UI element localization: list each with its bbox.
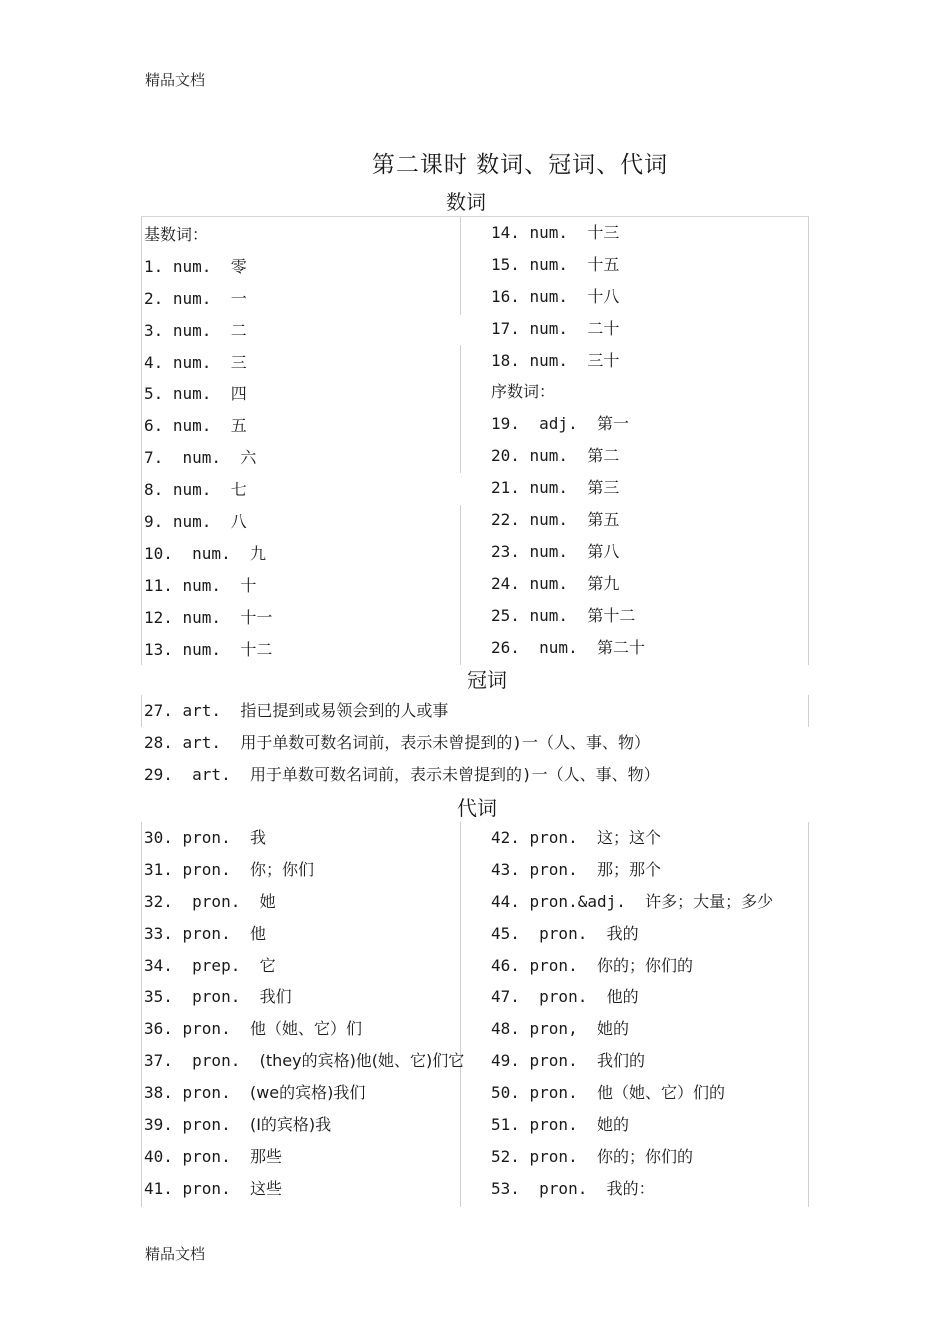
pronouns-left-column — [144, 822, 464, 1205]
item-term: 41. pron. — [144, 1178, 231, 1198]
list-item — [144, 474, 272, 506]
item-term: 24. num. — [491, 573, 569, 593]
item-term: 42. pron. — [491, 828, 578, 847]
spacer — [231, 544, 250, 563]
item-meaning: 第三 — [587, 478, 620, 498]
item-meaning: 她的 — [596, 1019, 629, 1039]
spacer — [211, 416, 230, 435]
item-term: 17. num. — [491, 318, 569, 338]
spacer — [231, 1147, 250, 1166]
spacer — [568, 287, 587, 306]
item-term: 15. num. — [491, 254, 569, 274]
list-item — [144, 410, 272, 442]
list-item — [491, 1173, 773, 1205]
spacer — [578, 1147, 597, 1166]
spacer — [221, 448, 240, 467]
item-term: 13. num. — [144, 639, 222, 659]
item-meaning: 十 — [240, 575, 257, 595]
item-meaning: 这些 — [249, 1178, 282, 1198]
item-term: 18. num. — [491, 350, 569, 370]
item-term: 37. pron. — [144, 1051, 241, 1071]
spacer — [568, 542, 587, 561]
item-meaning: 我的： — [606, 1178, 655, 1198]
item-term: 43. pron. — [491, 859, 578, 879]
list-item — [144, 602, 272, 634]
spacer — [587, 987, 606, 1006]
item-meaning: 三十 — [587, 350, 620, 370]
spacer — [231, 1019, 250, 1038]
item-term: 9. num. — [144, 512, 212, 532]
item-meaning: 第十二 — [587, 605, 636, 625]
spacer — [221, 640, 240, 659]
list-item — [144, 442, 272, 474]
pronouns-right-column — [491, 822, 773, 1205]
list-item — [491, 822, 773, 854]
item-meaning: 十一 — [240, 607, 273, 627]
table-border-right — [808, 695, 809, 727]
item-term: 53. pron. — [491, 1178, 588, 1198]
item-meaning: 我们 — [259, 987, 292, 1007]
spacer — [231, 1083, 250, 1102]
spacer — [626, 892, 645, 911]
item-term: 50. pron. — [491, 1083, 578, 1103]
spacer — [231, 765, 250, 784]
item-meaning: 零 — [230, 256, 247, 276]
item-term: 27. art. — [144, 701, 222, 720]
spacer — [568, 255, 587, 274]
item-meaning: (they的宾格)他(她、它)们它 — [259, 1051, 465, 1071]
spacer — [578, 828, 597, 847]
list-item — [144, 506, 272, 538]
item-term: 7. num. — [144, 448, 222, 468]
item-meaning: 十八 — [587, 286, 620, 306]
item-meaning: 用于单数可数名词前，表示未曾提到的)一（人、事、物） — [240, 732, 650, 752]
item-meaning: 第二十 — [596, 637, 645, 657]
spacer — [578, 860, 597, 879]
item-meaning: 用于单数可数名词前，表示未曾提到的)一（人、事、物） — [249, 764, 660, 784]
list-item — [491, 1109, 773, 1141]
item-term: 45. pron. — [491, 923, 588, 943]
header-watermark: 精品文档 — [145, 71, 206, 89]
list-item — [491, 345, 645, 377]
item-meaning: 二 — [230, 320, 247, 340]
item-meaning: 那；那个 — [596, 859, 661, 879]
item-term: 51. pron. — [491, 1115, 578, 1135]
item-meaning: 他（她、它）们的 — [596, 1083, 725, 1103]
item-term: 36. pron. — [144, 1019, 231, 1039]
articles-list — [144, 695, 660, 790]
item-term: 23. num. — [491, 541, 569, 561]
spacer — [578, 1019, 597, 1038]
item-term: 33. pron. — [144, 923, 231, 943]
list-item — [491, 1141, 773, 1173]
spacer — [231, 1115, 250, 1134]
item-term: 52. pron. — [491, 1146, 578, 1166]
item-term: 6. num. — [144, 416, 212, 436]
item-term: 29. art. — [144, 764, 231, 784]
list-item — [491, 1013, 773, 1045]
item-term: 34. prep. — [144, 955, 241, 975]
list-item — [144, 570, 272, 602]
footer-watermark: 精品文档 — [145, 1245, 206, 1263]
list-item — [144, 950, 464, 982]
section-title-numerals: 数词 — [446, 190, 486, 214]
item-term: 35. pron. — [144, 987, 241, 1007]
item-meaning: 第九 — [587, 573, 620, 593]
table-border-left — [141, 695, 142, 727]
item-term: 8. num. — [144, 480, 212, 500]
spacer — [211, 512, 230, 531]
item-meaning: 她的 — [596, 1115, 629, 1135]
list-item — [144, 1045, 464, 1077]
item-meaning: 第一 — [596, 414, 629, 434]
spacer — [587, 1179, 606, 1198]
spacer — [568, 223, 587, 242]
list-item — [144, 981, 464, 1013]
item-meaning: 那些 — [249, 1146, 282, 1166]
item-meaning: 他 — [249, 923, 266, 943]
spacer — [231, 860, 250, 879]
list-item — [144, 538, 272, 570]
item-meaning: 十三 — [587, 223, 620, 242]
item-term: 28. art. — [144, 732, 222, 752]
item-meaning: 九 — [249, 543, 266, 563]
item-meaning: 我的 — [606, 923, 639, 943]
list-item — [144, 886, 464, 918]
spacer — [211, 257, 230, 276]
list-item — [491, 886, 773, 918]
list-item — [491, 313, 645, 345]
item-meaning: 五 — [230, 416, 247, 436]
spacer — [578, 1083, 597, 1102]
item-meaning: 十五 — [587, 254, 620, 274]
spacer — [211, 289, 230, 308]
item-term: 26. num. — [491, 637, 578, 657]
subheading: 序数词： — [491, 382, 556, 402]
spacer — [578, 1051, 597, 1070]
spacer — [568, 606, 587, 625]
item-term: 2. num. — [144, 288, 212, 308]
spacer — [221, 733, 240, 752]
item-term: 14. num. — [491, 223, 569, 242]
list-item — [491, 600, 645, 632]
list-item — [491, 1077, 773, 1109]
spacer — [240, 987, 259, 1006]
item-term: 39. pron. — [144, 1115, 231, 1135]
item-meaning: (I的宾格)我 — [249, 1115, 332, 1135]
item-meaning: 第二 — [587, 446, 620, 466]
list-item — [491, 1045, 773, 1077]
item-term: 40. pron. — [144, 1146, 231, 1166]
list-item — [491, 504, 645, 536]
numerals-left-column — [144, 219, 272, 665]
item-term: 12. num. — [144, 607, 222, 627]
item-term: 5. num. — [144, 384, 212, 404]
item-term: 19. adj. — [491, 414, 578, 434]
item-term: 48. pron, — [491, 1019, 578, 1039]
table-border-left — [141, 217, 142, 665]
list-item — [491, 217, 645, 249]
list-item — [144, 822, 464, 854]
item-meaning: 许多；大量；多少 — [645, 891, 774, 911]
pronouns-table — [141, 822, 809, 1207]
list-item — [491, 281, 645, 313]
item-meaning: 八 — [230, 512, 247, 532]
list-item — [491, 408, 645, 440]
item-meaning: 三 — [230, 352, 247, 372]
list-item — [144, 727, 660, 759]
item-term: 32. pron. — [144, 891, 241, 911]
item-meaning: 第五 — [587, 510, 620, 530]
list-item — [144, 251, 272, 283]
spacer — [587, 924, 606, 943]
item-term: 30. pron. — [144, 828, 231, 847]
item-meaning: 一 — [230, 288, 247, 308]
list-item — [144, 1077, 464, 1109]
spacer — [578, 956, 597, 975]
item-meaning: 它 — [259, 955, 276, 975]
list-item — [491, 536, 645, 568]
list-item — [144, 695, 660, 727]
item-meaning: 你；你们 — [249, 859, 314, 879]
list-item — [144, 1141, 464, 1173]
list-item — [491, 568, 645, 600]
table-divider — [460, 345, 461, 473]
spacer — [240, 1051, 259, 1070]
articles-table — [141, 695, 809, 791]
item-meaning: 十二 — [240, 639, 273, 659]
item-meaning: 我 — [249, 828, 266, 847]
spacer — [568, 351, 587, 370]
subheading: 基数词： — [144, 225, 209, 244]
table-border-left — [141, 822, 142, 1207]
spacer — [568, 478, 587, 497]
item-term: 49. pron. — [491, 1051, 578, 1071]
list-item — [144, 1173, 464, 1205]
item-term: 11. num. — [144, 575, 222, 595]
list-item — [491, 472, 645, 504]
list-item — [144, 1109, 464, 1141]
list-item — [491, 249, 645, 281]
list-item — [144, 918, 464, 950]
spacer — [211, 480, 230, 499]
spacer — [231, 828, 250, 847]
page-title: 第二课时 数词、冠词、代词 — [371, 152, 669, 178]
item-term: 21. num. — [491, 478, 569, 498]
list-item — [144, 378, 272, 410]
spacer — [568, 510, 587, 529]
list-item — [144, 347, 272, 379]
list-item — [144, 759, 660, 791]
list-item — [144, 854, 464, 886]
list-item — [491, 918, 773, 950]
spacer — [240, 956, 259, 975]
spacer — [221, 701, 240, 720]
item-term: 10. num. — [144, 543, 231, 563]
item-term: 22. num. — [491, 510, 569, 530]
list-item — [491, 440, 645, 472]
item-term: 25. num. — [491, 605, 569, 625]
spacer — [211, 321, 230, 340]
item-term: 38. pron. — [144, 1083, 231, 1103]
item-term: 44. pron.&adj. — [491, 891, 626, 911]
item-meaning: 他（她、它）们 — [249, 1019, 362, 1039]
item-term: 31. pron. — [144, 859, 231, 879]
spacer — [211, 353, 230, 372]
list-item — [144, 634, 272, 666]
table-border-right — [808, 822, 809, 1207]
list-item — [491, 981, 773, 1013]
item-term: 1. num. — [144, 256, 212, 276]
item-meaning: 四 — [230, 384, 247, 404]
item-meaning: 他的 — [606, 987, 639, 1007]
table-border-right — [808, 217, 809, 665]
spacer — [578, 638, 597, 657]
spacer — [231, 1179, 250, 1198]
list-item — [491, 950, 773, 982]
spacer — [221, 608, 240, 627]
item-meaning: 七 — [230, 480, 247, 500]
numerals-right-column — [491, 217, 645, 663]
spacer — [568, 574, 587, 593]
item-term: 3. num. — [144, 320, 212, 340]
list-item — [491, 632, 645, 664]
item-term: 46. pron. — [491, 955, 578, 975]
spacer — [568, 319, 587, 338]
list-item — [144, 283, 272, 315]
table-divider — [460, 217, 461, 315]
item-meaning: 二十 — [587, 318, 620, 338]
item-meaning: 指已提到或易领会到的人或事 — [240, 701, 449, 720]
item-term: 4. num. — [144, 352, 212, 372]
spacer — [221, 576, 240, 595]
list-item — [144, 315, 272, 347]
table-divider — [460, 505, 461, 665]
item-meaning: 你的；你们的 — [596, 955, 693, 975]
item-term: 20. num. — [491, 446, 569, 466]
item-meaning: 第八 — [587, 541, 620, 561]
list-item — [144, 1013, 464, 1045]
item-term: 47. pron. — [491, 987, 588, 1007]
item-meaning: 这；这个 — [596, 828, 661, 847]
spacer — [211, 384, 230, 403]
spacer — [568, 446, 587, 465]
spacer — [578, 414, 597, 433]
item-term: 16. num. — [491, 286, 569, 306]
list-item — [491, 854, 773, 886]
numerals-table — [141, 216, 809, 665]
section-title-articles: 冠词 — [467, 668, 507, 692]
item-meaning: 六 — [240, 448, 257, 468]
spacer — [578, 1115, 597, 1134]
spacer — [240, 892, 259, 911]
item-meaning: 你的；你们的 — [596, 1146, 693, 1166]
section-title-pronouns: 代词 — [457, 796, 497, 820]
item-meaning: (we的宾格)我们 — [249, 1083, 366, 1103]
item-meaning: 她 — [259, 891, 276, 911]
item-meaning: 我们的 — [596, 1051, 645, 1071]
spacer — [231, 924, 250, 943]
